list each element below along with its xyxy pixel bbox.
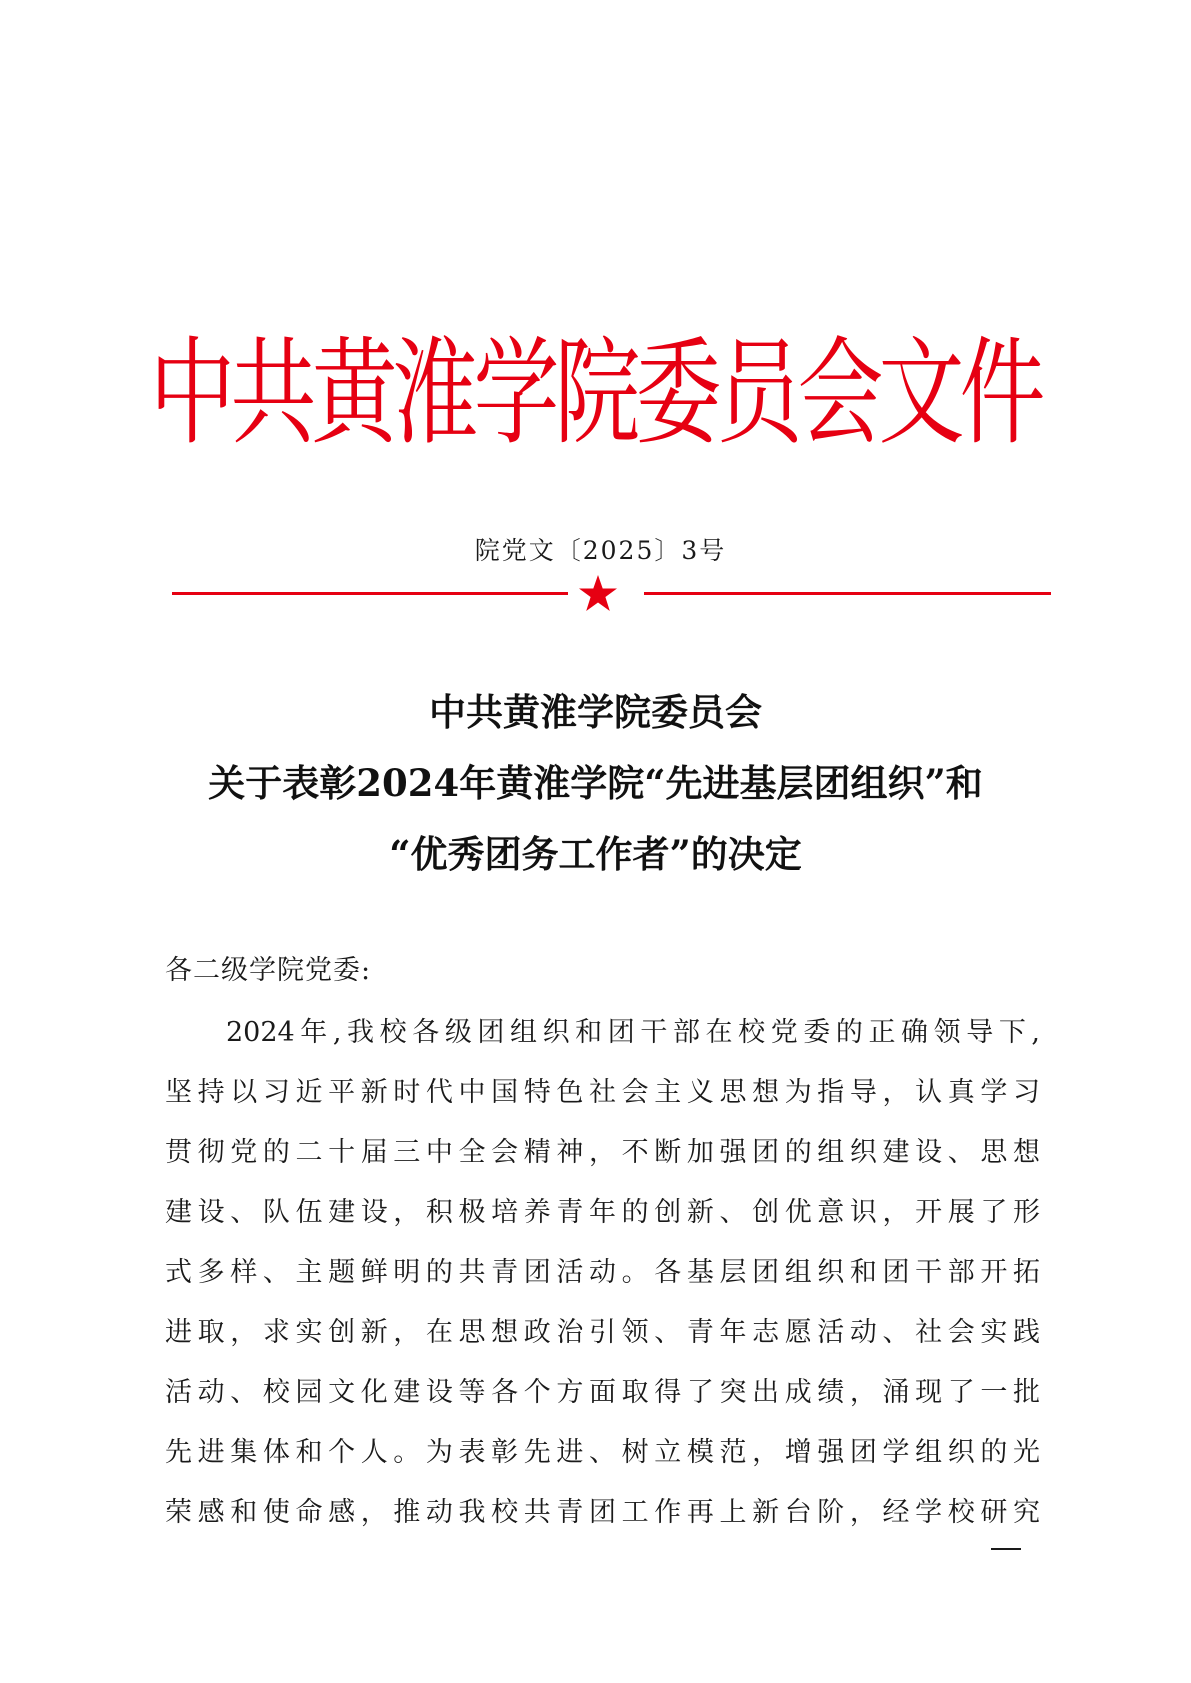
body-paragraph-line: 活动、校园文化建设等各个方面取得了突出成绩，涌现了一批 xyxy=(165,1377,1040,1408)
salutation: 各二级学院党委: xyxy=(165,955,372,986)
body-paragraph-line: 先进集体和个人。为表彰先进、树立模范，增强团学组织的光 xyxy=(165,1437,1040,1468)
body-paragraph-line: 进取，求实创新，在思想政治引领、青年志愿活动、社会实践 xyxy=(165,1317,1040,1348)
page-number-dash xyxy=(991,1548,1021,1550)
body-paragraph-line: 坚持以习近平新时代中国特色社会主义思想为指导，认真学习 xyxy=(165,1077,1040,1108)
document-title-line-3: “优秀团务工作者”的决定 xyxy=(389,832,802,876)
masthead-title: 中共黄淮学院委员会文件 xyxy=(149,326,1041,462)
red-rule-left xyxy=(172,592,568,595)
document-title-line-1: 中共黄淮学院委员会 xyxy=(429,690,762,734)
red-rule-right xyxy=(644,592,1051,595)
body-paragraph-line: 2024年,我校各级团组织和团干部在校党委的正确领导下, xyxy=(226,1017,1040,1048)
body-paragraph-line: 荣感和使命感，推动我校共青团工作再上新台阶，经学校研究 xyxy=(165,1497,1040,1528)
body-paragraph-line: 建设、队伍建设，积极培养青年的创新、创优意识，开展了形 xyxy=(165,1197,1040,1228)
body-paragraph-line: 式多样、主题鲜明的共青团活动。各基层团组织和团干部开拓 xyxy=(165,1257,1040,1288)
document-number: 院党文〔2025〕3号 xyxy=(474,536,727,565)
body-paragraph-line: 贯彻党的二十届三中全会精神，不断加强团的组织建设、思想 xyxy=(165,1137,1040,1168)
red-star-icon xyxy=(578,573,618,613)
document-title-line-2: 关于表彰2024年黄淮学院“先进基层团组织”和 xyxy=(208,761,983,805)
